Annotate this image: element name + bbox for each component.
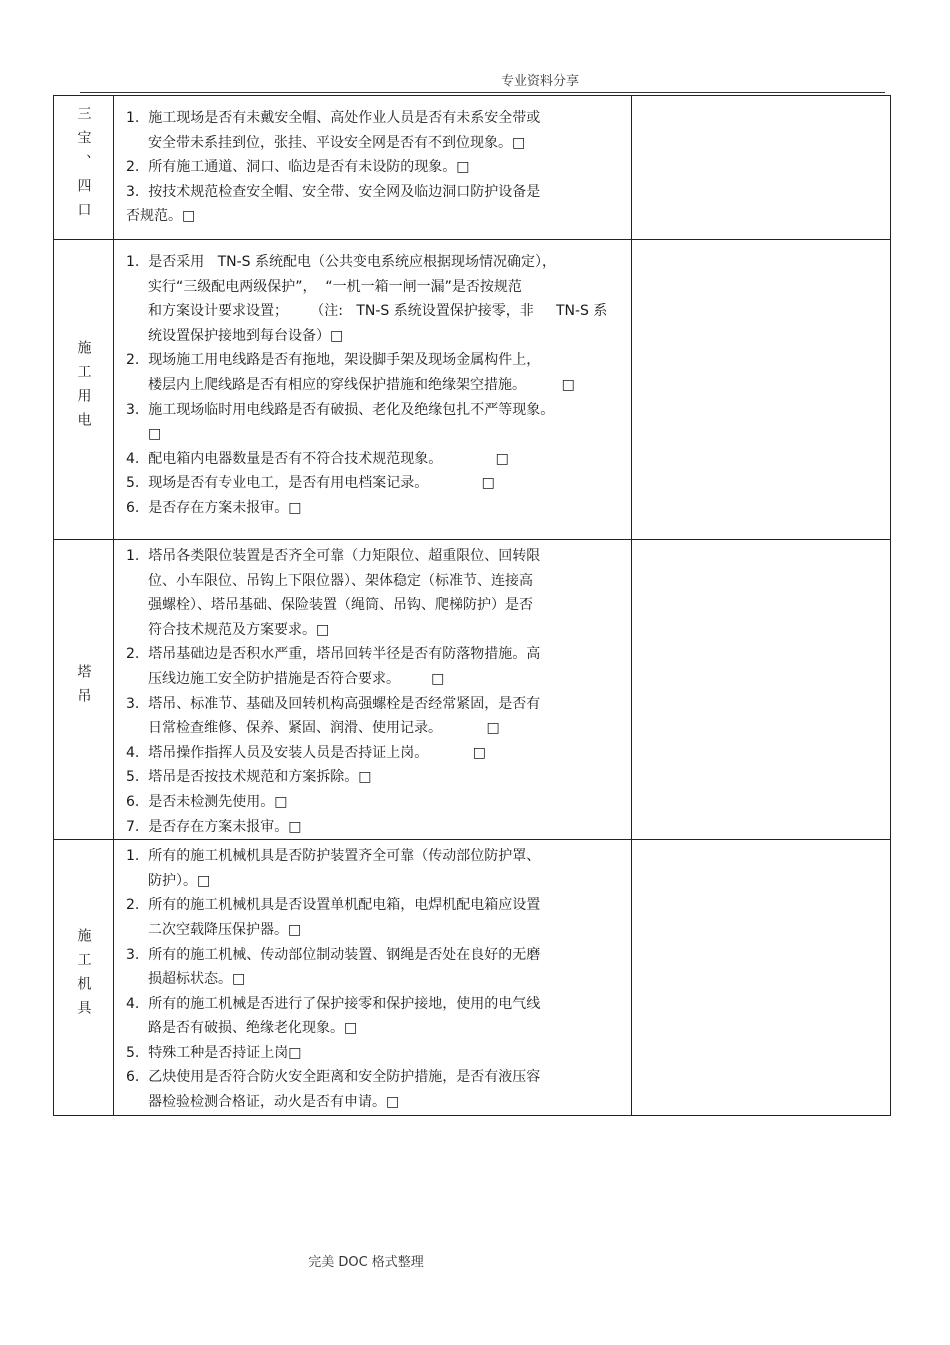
checklist-item-line: 2. 塔吊基础边是否积水严重，塔吊回转半径是否有防落物措施。高 <box>126 646 541 663</box>
checklist-item-line: 符合技术规范及方案要求。□ <box>148 621 330 638</box>
section-category-label: 施工机具 <box>75 927 92 1024</box>
checklist-item-line: 和方案设计要求设置； （注: TN-S 系统设置保护接零，非 TN-S 系 <box>148 303 608 320</box>
section-row <box>54 840 891 1116</box>
section-category-cell <box>54 96 114 240</box>
checklist-item <box>114 765 631 790</box>
checklist-item <box>114 943 631 992</box>
checklist-item-line: 3. 施工现场临时用电线路是否有破损、老化及绝缘包扎不严等现象。 <box>126 401 555 418</box>
checklist-item-line: 5. 现场是否有专业电工，是否有用电档案记录。 □ <box>126 475 495 492</box>
page-header: 专业资料分享 <box>500 74 579 89</box>
checklist-item-line: 防护）。□ <box>148 872 211 889</box>
checklist-item-line: 4. 配电箱内电器数量是否有不符合技术规范现象。 □ <box>126 450 509 467</box>
section-remark-cell[interactable] <box>632 96 891 240</box>
section-category-cell <box>54 540 114 840</box>
checklist-item <box>114 544 631 642</box>
checklist-item-line: 强螺栓）、塔吊基础、保险装置（绳筒、吊钩、爬梯防护）是否 <box>148 597 533 614</box>
checklist-item-line: 路是否有破损、绝缘老化现象。□ <box>148 1020 358 1037</box>
checklist-item <box>114 398 631 447</box>
checklist-item-line: 实行“三级配电两级保护”， “一机一箱一闸一漏”是否按规范 <box>148 278 522 295</box>
section-remark-cell[interactable] <box>632 840 891 1116</box>
page-footer: 完美 DOC 格式整理 <box>308 1255 424 1270</box>
checklist-item <box>114 815 631 840</box>
checklist-item <box>114 1065 631 1114</box>
checklist-item-line: 5. 塔吊是否按技术规范和方案拆除。□ <box>126 769 372 786</box>
checklist-item <box>114 893 631 942</box>
checklist-item-line: 6. 是否未检测先使用。□ <box>126 793 288 810</box>
checklist-item-line: 3. 按技术规范检查安全帽、安全带、安全网及临边洞口防护设备是 <box>126 183 541 200</box>
section-remark-cell[interactable] <box>632 240 891 540</box>
checklist-item-line: 4. 所有的施工机械是否进行了保护接零和保护接地，使用的电气线 <box>126 995 541 1012</box>
checklist-item-line: 1. 所有的施工机械机具是否防护装置齐全可靠（传动部位防护罩、 <box>126 848 541 865</box>
checklist-item-line: □ <box>148 426 162 443</box>
checklist-item-line: 7. 是否存在方案未报审。□ <box>126 818 302 835</box>
checklist-item <box>114 642 631 691</box>
checklist-item-line: 2. 现场施工用电线路是否有拖地，架设脚手架及现场金属构件上， <box>126 352 541 369</box>
checklist-item <box>114 844 631 893</box>
checklist-item-line: 5. 特殊工种是否持证上岗□ <box>126 1044 302 1061</box>
checklist-item-line: 损超标状态。□ <box>148 971 246 988</box>
checklist-item <box>114 155 631 180</box>
checklist-item <box>114 447 631 472</box>
checklist-item <box>114 992 631 1041</box>
checklist-item-line: 1. 施工现场是否有未戴安全帽、高处作业人员是否有未系安全带或 <box>126 110 541 126</box>
section-category-cell <box>54 240 114 540</box>
checklist-item <box>114 741 631 766</box>
checklist-item-line: 3. 塔吊、标准节、基础及回转机构高强螺栓是否经常紧固，是否有 <box>126 695 541 712</box>
checklist-item-line: 4. 塔吊操作指挥人员及安装人员是否持证上岗。 □ <box>126 744 486 761</box>
checklist-item <box>114 250 631 348</box>
checklist-item-line: 楼层内上爬线路是否有相应的穿线保护措施和绝缘架空措施。 □ <box>148 376 575 393</box>
section-items-cell <box>114 540 632 840</box>
checklist-item-line: 3. 所有的施工机械、传动部位制动装置、钢绳是否处在良好的无磨 <box>126 946 541 963</box>
section-items-cell <box>114 96 632 240</box>
section-items-cell <box>114 840 632 1116</box>
checklist-item-line: 位、小车限位、吊钩上下限位器）、架体稳定（标准节、连接高 <box>148 572 533 589</box>
checklist-item-line: 日常检查维修、保养、紧固、润滑、使用记录。 □ <box>148 720 500 737</box>
section-row <box>54 96 891 240</box>
checklist-item-line: 器检验检测合格证，动火是否有申请。□ <box>148 1094 400 1111</box>
checklist-item-line: 6. 是否存在方案未报审。□ <box>126 499 302 516</box>
checklist-item <box>114 790 631 815</box>
checklist-item <box>114 496 631 521</box>
checklist-item <box>114 1041 631 1066</box>
section-row <box>54 240 891 540</box>
checklist-item-line: 压线边施工安全防护措施是否符合要求。 □ <box>148 670 445 687</box>
checklist-item <box>114 106 631 155</box>
checklist-item-line: 二次空载降压保护器。□ <box>148 921 302 938</box>
section-items-cell <box>114 240 632 540</box>
checklist-item-line: 2. 所有施工通道、洞口、临边是否有未设防的现象。□ <box>126 159 470 176</box>
header-rule <box>80 92 885 93</box>
checklist-item-line: 统设置保护接地到每台设备）□ <box>148 327 344 344</box>
section-category-cell <box>54 840 114 1116</box>
checklist-item <box>114 692 631 741</box>
section-category-label: 三宝、四口 <box>75 105 92 226</box>
checklist-item-line: 2. 所有的施工机械机具是否设置单机配电箱，电焊机配电箱应设置 <box>126 897 541 914</box>
checklist-item-line: 安全带未系挂到位，张挂、平设安全网是否有不到位现象。□ <box>148 134 526 151</box>
checklist-item-line: 否规范。□ <box>126 208 196 225</box>
section-remark-cell[interactable] <box>632 540 891 840</box>
checklist-item <box>114 348 631 397</box>
checklist-item-line: 1. 塔吊各类限位装置是否齐全可靠（力矩限位、超重限位、回转限 <box>126 548 541 564</box>
checklist-item-line: 6. 乙炔使用是否符合防火安全距离和安全防护措施，是否有液压容 <box>126 1069 541 1086</box>
section-category-label: 塔吊 <box>75 663 92 712</box>
checklist-item <box>114 471 631 496</box>
section-row <box>54 540 891 840</box>
checklist-item <box>114 180 631 229</box>
checklist-item-line: 1. 是否采用 TN-S 系统配电（公共变电系统应根据现场情况确定）， <box>126 254 557 270</box>
section-category-label: 施工用电 <box>75 339 92 436</box>
safety-checklist-table <box>53 95 891 1116</box>
